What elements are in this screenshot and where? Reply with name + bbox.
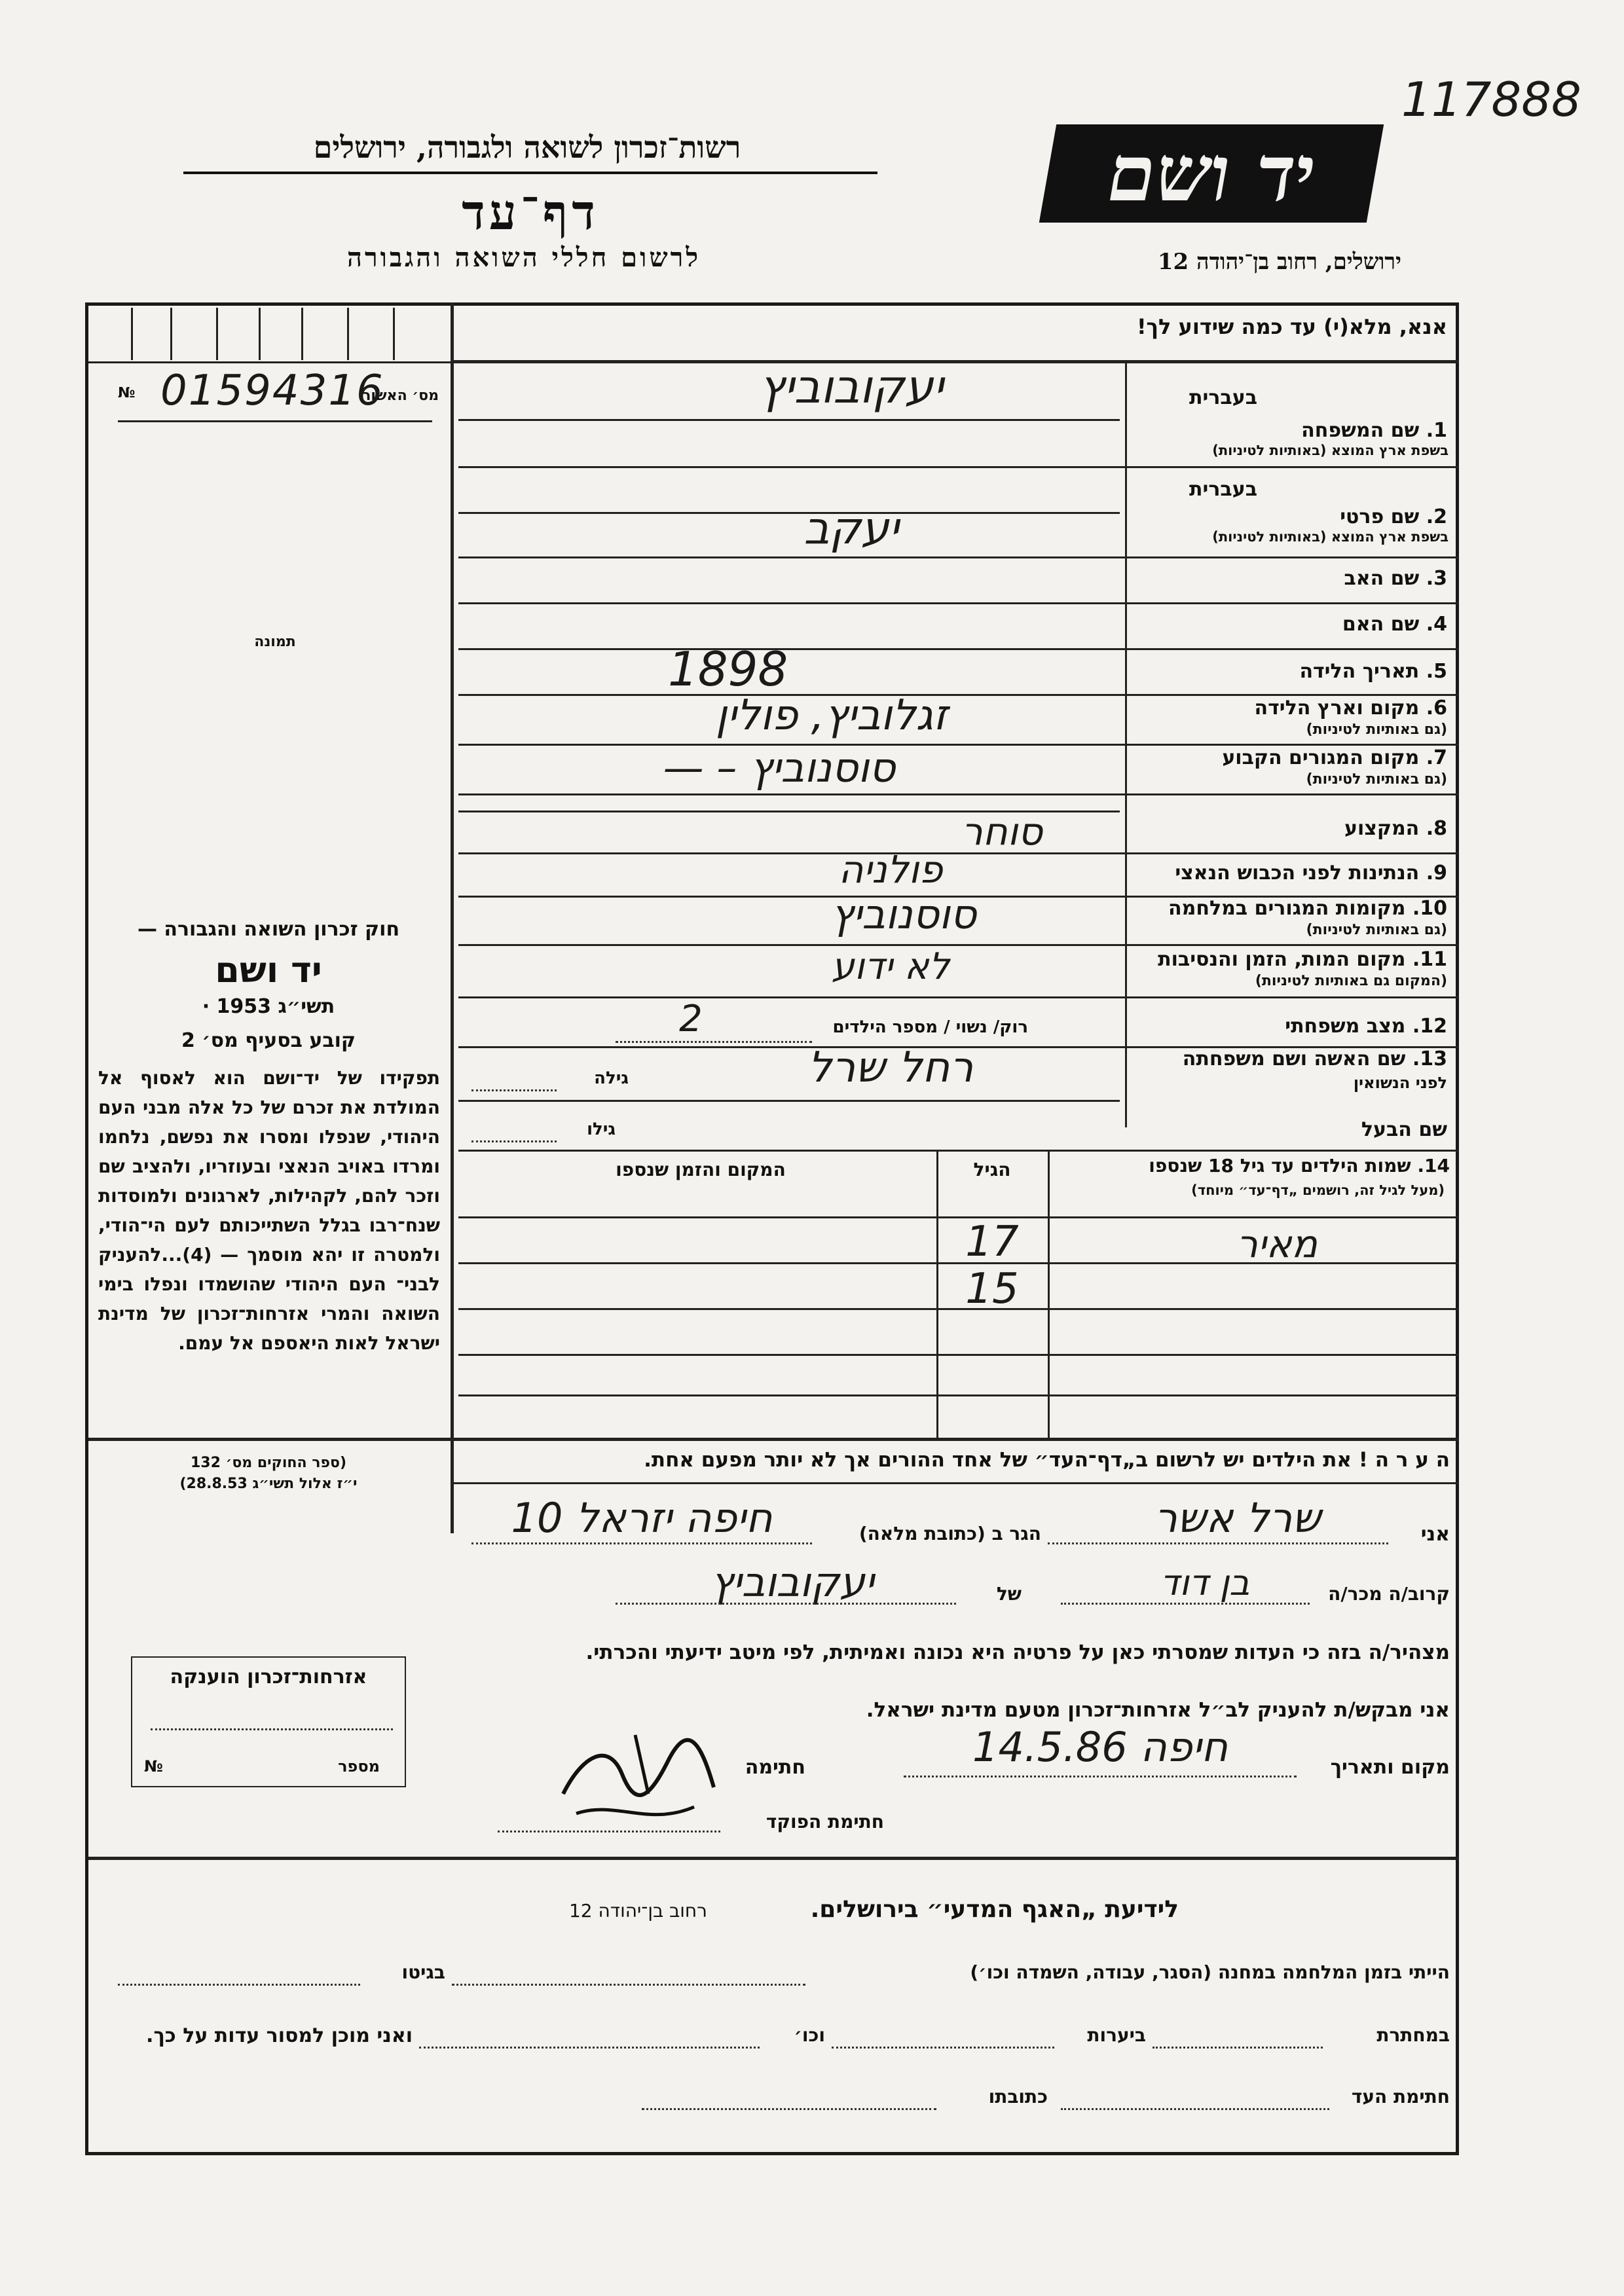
table-rule <box>458 1354 1459 1356</box>
occupation-value[interactable]: סוחר <box>961 809 1043 854</box>
declaration-request: אני מבקש/ת להעניק לב״ל אזרחות־זכרון מטעם מדינת ישראל. <box>866 1698 1450 1722</box>
record-number-rule <box>118 420 432 422</box>
signature-mark[interactable] <box>537 1715 733 1846</box>
law-heading: חוק זכרון השואה והגבורה — <box>137 918 400 941</box>
page-title: דף־עד <box>462 185 599 241</box>
field-war-residence-label: 10. מקומות המגורים במלחמה <box>1168 897 1447 920</box>
child-1-name[interactable]: מאיר <box>1236 1222 1318 1266</box>
field-mother-name-label: 4. שם האם <box>1342 613 1447 636</box>
archive-rule <box>88 1857 1459 1860</box>
child-2-age[interactable]: 15 <box>965 1265 1019 1313</box>
wife-name-value[interactable]: רחל שרל <box>807 1044 974 1092</box>
fill-line <box>419 2047 760 2049</box>
number-sign: № <box>118 385 136 401</box>
wife-name-sub: לפני הנשואין <box>1353 1074 1447 1092</box>
archive-forests: ביערות <box>1087 2024 1146 2046</box>
yad-vashem-logo: יד ושם <box>1039 124 1384 223</box>
fill-line <box>1061 2108 1329 2110</box>
field-rule <box>458 466 1459 468</box>
stub-cell <box>170 308 172 360</box>
latin-also-6: (גם באותיות לטיניות) <box>1306 721 1447 738</box>
latin-also-10: (גם באותיות לטיניות) <box>1306 922 1447 938</box>
reference-number: 117888 <box>1401 72 1581 127</box>
archive-heading: לידיעת „האגף המדעי״ בירושלים. <box>810 1896 1179 1923</box>
fill-line <box>904 1776 1297 1777</box>
children-note: (מעל לגיל זה, רושמים „דף־עד״ מיוחד) <box>1191 1182 1445 1198</box>
death-place-note: (המקום גם באותיות לטיניות) <box>1255 973 1447 989</box>
citizenship-number-label: מספר <box>338 1757 380 1776</box>
note-line: ה ע ר ה ! את הילדים יש לרשום ב„דף־העד״ של אחד ההורים אך לא יותר מפעם אחת. <box>644 1448 1450 1472</box>
citizenship-number-sign: № <box>144 1757 163 1776</box>
field-birth-date-label: 5. תאריך הלידה <box>1299 660 1447 683</box>
field-rule <box>458 512 1120 514</box>
wife-age-label: גילה <box>594 1068 629 1088</box>
birth-date-value[interactable]: 1898 <box>668 642 788 697</box>
stub-cell <box>393 308 395 360</box>
field-rule <box>458 1100 1120 1102</box>
signature-label: חתימה <box>745 1756 805 1779</box>
fill-line <box>1048 1542 1388 1544</box>
field-marital-status-label: 12. מצב משפחתי <box>1285 1015 1447 1038</box>
field-wife-name-label: 13. שם האשה ושם משפחתה <box>1182 1048 1447 1070</box>
latin-also-7: (גם באותיות לטיניות) <box>1306 771 1447 788</box>
archive-witness-signature: חתימת העד <box>1351 2086 1450 2107</box>
stub-cell <box>301 308 303 360</box>
declaration-of: של <box>996 1583 1022 1605</box>
relation-value[interactable]: בן דוד <box>1160 1562 1250 1603</box>
record-number-label: מס׳ האשור <box>362 388 439 404</box>
fill-line <box>118 1984 360 1986</box>
latin-note-1: בשפת ארץ המוצא (באותיות לטיניות) <box>1212 443 1449 458</box>
law-yad-vashem: יד ושם <box>215 949 322 991</box>
field-first-name-label: 2. שם פרטי <box>1340 505 1447 528</box>
field-rule <box>458 602 1459 604</box>
table-rule <box>458 1394 1459 1396</box>
place-date-value[interactable]: חיפה 14.5.86 <box>972 1723 1228 1771</box>
page-subtitle: לרשום חללי השואה והגבורה <box>346 242 701 273</box>
field-father-name-label: 3. שם האב <box>1344 567 1447 590</box>
fill-line <box>471 1542 812 1544</box>
children-label: 14. שמות הילדים עד גיל 18 שנספו <box>1149 1155 1450 1176</box>
field-death-place-label: 11. מקום המות, הזמן והנסיבות <box>1158 948 1447 971</box>
left-column-divider <box>451 302 454 1533</box>
fill-line <box>151 1728 393 1730</box>
upper-section-rule <box>88 1438 1459 1441</box>
field-family-name-label: 1. שם המשפחה <box>1301 419 1447 442</box>
birth-place-value[interactable]: זגלוביץ, פולין <box>715 691 948 740</box>
record-number-value[interactable]: 01594316 <box>160 367 384 415</box>
marital-options: רוק/ נשוי / מספר הילדים <box>832 1017 1028 1037</box>
field-husband-name-label: שם הבעל <box>1361 1118 1447 1141</box>
field-residence-label: 7. מקום המגורים הקבוע <box>1222 746 1447 769</box>
first-name-value[interactable]: יעקב <box>803 503 899 555</box>
field-rule <box>458 996 1459 998</box>
law-year: תשי״ג 1953 · <box>202 995 335 1018</box>
stub-row-rule <box>88 361 451 363</box>
fill-line <box>832 2047 1054 2049</box>
field-rule <box>458 419 1120 421</box>
fill-line <box>642 2108 936 2110</box>
residence-value[interactable]: סוסנוביץ – — <box>663 744 896 792</box>
header-address: ירושלים, רחוב בן־יהודה 12 <box>1157 249 1401 275</box>
archive-ready: ואני מוכן למסור עדות על כך. <box>146 2024 413 2047</box>
children-count-value[interactable]: 2 <box>679 998 703 1040</box>
fill-line <box>616 1041 812 1043</box>
archive-underground: במחתרת <box>1376 2024 1450 2046</box>
archive-address: רחוב בן־יהודה 12 <box>568 1900 707 1922</box>
archive-etc: וכו׳ <box>794 2024 825 2046</box>
field-rule <box>458 793 1459 795</box>
law-source-date: י״ז אלול תשי״ג 28.8.53) <box>179 1476 358 1492</box>
official-signature-label: חתימת הפוקד <box>766 1811 884 1832</box>
stub-cell <box>259 308 261 360</box>
header-rule <box>183 172 877 174</box>
intro-text: אנא, מלא(י) עד כמה שידוע לך! <box>1136 314 1447 339</box>
children-place-header: המקום והזמן שנספו <box>616 1159 786 1180</box>
field-rule <box>458 1150 1459 1152</box>
declarant-name[interactable]: שרל אשר <box>1154 1494 1321 1542</box>
death-place-value[interactable]: לא ידוע <box>831 945 950 988</box>
field-rule <box>458 556 1459 558</box>
latin-note-2: בשפת ארץ המוצא (באותיות לטיניות) <box>1212 529 1449 545</box>
stub-cell <box>131 308 133 360</box>
children-age-header: הגיל <box>973 1159 1011 1180</box>
law-section: קובע בסעיף מס׳ 2 <box>181 1029 356 1052</box>
archive-address-label: כתובתו <box>988 2086 1048 2107</box>
fill-line <box>616 1603 956 1605</box>
fill-line <box>498 1831 720 1832</box>
citizenship-value[interactable]: פולניה <box>838 847 943 892</box>
stub-cell <box>347 308 349 360</box>
declaration-ani: אני <box>1420 1523 1450 1546</box>
declaration-statement: מצהיר/ה בזה כי העדות שמסרתי כאן על פרטיה היא נכונה ואמיתית, לפי מיטב ידיעתי והכרתי. <box>585 1641 1450 1664</box>
fill-line <box>471 1140 557 1142</box>
citizenship-box-title: אזרחות־זכרון הוענקה <box>170 1666 367 1688</box>
in-hebrew-label-2: בעברית <box>1189 478 1257 501</box>
declarant-address[interactable]: חיפה יזראל 10 <box>511 1494 773 1542</box>
archive-line1: הייתי בזמן המלחמה במחנה (הסגר, עבודה, השמדה וכו׳) <box>970 1961 1450 1983</box>
declaration-relative: קרוב/ה מכר/ה <box>1328 1583 1450 1605</box>
stub-cell <box>216 308 218 360</box>
family-name-value[interactable]: יעקובוביץ <box>759 360 944 414</box>
authority-name: רשות־זכרון לשואה ולגבורה, ירושלים <box>313 130 741 165</box>
in-hebrew-label-1: בעברית <box>1189 386 1257 409</box>
note-rule <box>451 1482 1459 1484</box>
photo-label: תמונה <box>254 634 296 650</box>
child-1-age[interactable]: 17 <box>965 1218 1019 1266</box>
place-date-label: מקום ותאריך <box>1330 1756 1450 1779</box>
fill-line <box>1153 2047 1323 2049</box>
field-rule <box>458 648 1459 650</box>
archive-ghetto: בגיטו <box>401 1961 445 1983</box>
law-source: (ספר החוקים מס׳ 132 <box>190 1455 347 1471</box>
war-residence-value[interactable]: סוסנוביץ <box>830 890 977 938</box>
declaration-resides: הגר ב (כתובת מלאה) <box>858 1523 1041 1544</box>
fill-line <box>1061 1603 1310 1605</box>
field-occupation-label: 8. המקצוע <box>1344 817 1447 840</box>
relation-of-value[interactable]: יעקובוביץ <box>710 1558 874 1606</box>
field-citizenship-label: 9. הנתינות לפני הכבוש הנאצי <box>1175 862 1447 884</box>
fill-line <box>471 1089 557 1091</box>
husband-age-label: גילו <box>587 1120 616 1139</box>
fill-line <box>452 1984 805 1986</box>
law-body: תפקידו של יד־ושם הוא לאסוף אל המולדת את זכרם של כל אלה מבני העם היהודי, שנפלו ומסרו את נפשם, נלחמו ומרדו באויב הנאצי ובעוזריו, ולהציב שם וזכר להם, לקהילות, לארגונים ולמוסדות שנח־רבו בגלל השתייכותם לעם הי־הודי, ולמטרה זו יהא מוסמך — (4)...להעניק לבני־ העם היהודי שהושמדו ונפלו בימי השואה והמרי אזרחות־זכרון של מדינת ישראל לאות היאספם אל עמם. <box>98 1067 440 1354</box>
field-birth-place-label: 6. מקום וארץ הלידה <box>1254 697 1447 720</box>
